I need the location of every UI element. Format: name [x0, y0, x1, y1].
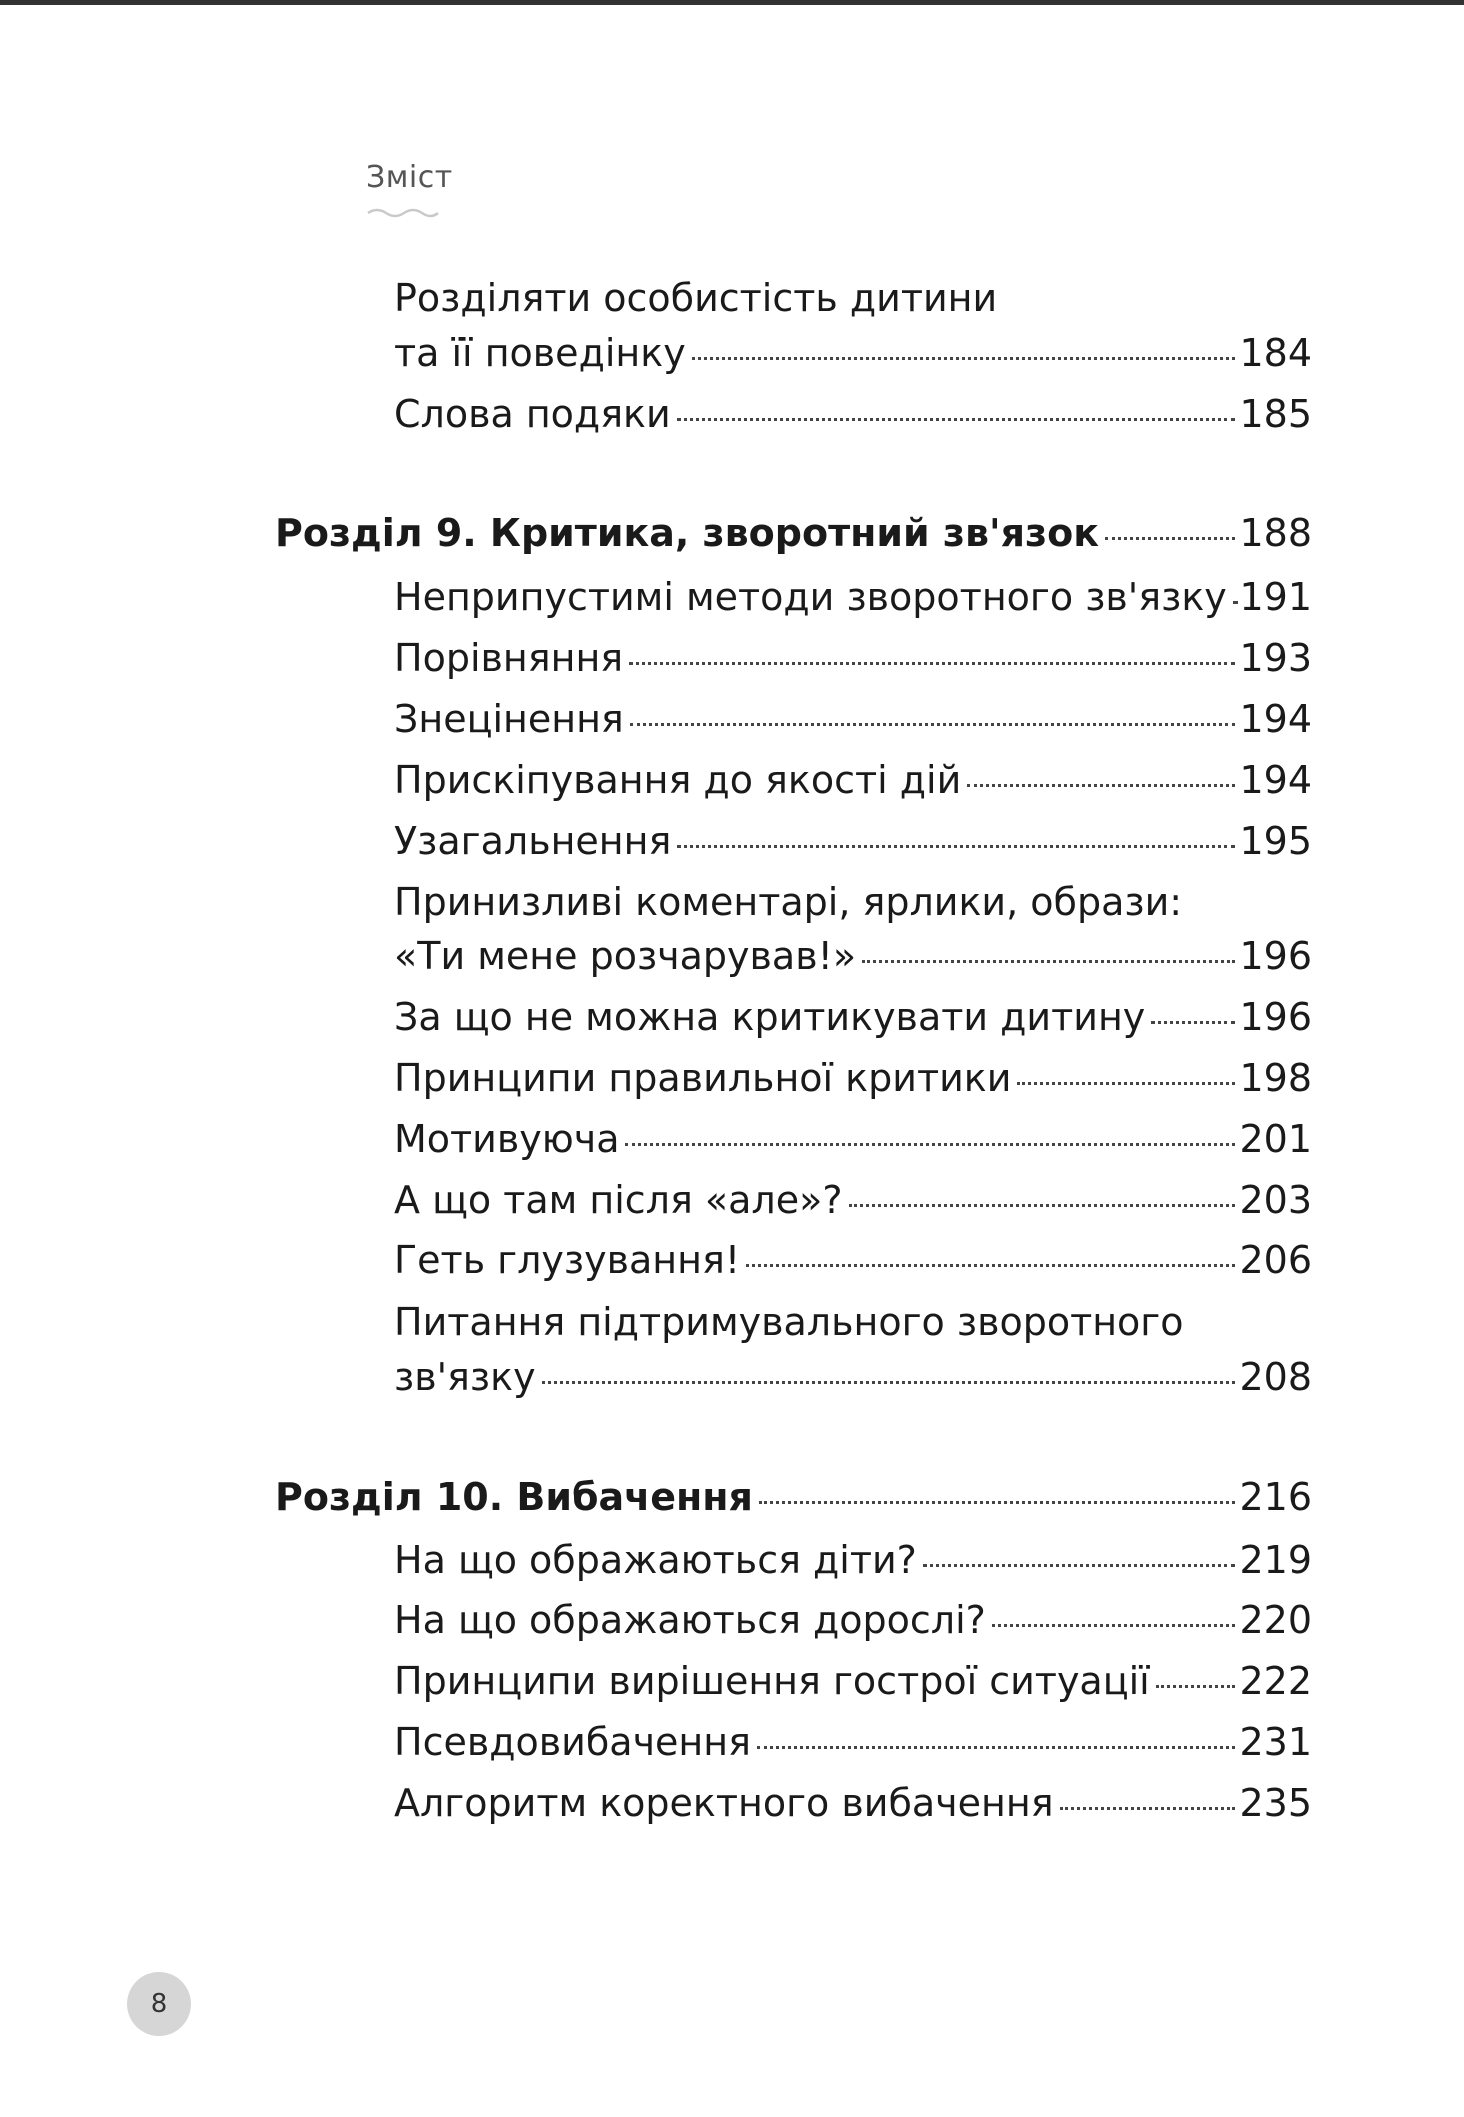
toc-entry[interactable]: [394, 1175, 1312, 1225]
toc-entry-title: Принципи вирішення гострої ситуації: [394, 1659, 1150, 1703]
toc-entry[interactable]: [394, 1717, 1312, 1767]
toc-entry-title: За що не можна критикувати дитину: [394, 995, 1146, 1039]
toc-entry[interactable]: [394, 1114, 1312, 1164]
toc-entry-page: 196: [1239, 995, 1312, 1039]
toc-entry[interactable]: [394, 992, 1312, 1042]
toc-chapter-9[interactable]: [275, 508, 1312, 558]
toc-entry-title: Знецінення: [394, 697, 624, 741]
dot-leader: [923, 1564, 1236, 1567]
dot-leader: [677, 418, 1236, 421]
top-border: [0, 0, 1464, 5]
toc-entry-title: Неприпустимі методи зворотного зв'язку: [394, 575, 1227, 619]
toc-entry-page: 198: [1239, 1056, 1312, 1100]
toc-entry-page: 194: [1239, 697, 1312, 741]
toc-entry-title: На що ображаються діти?: [394, 1538, 917, 1582]
toc-entry-page: 235: [1239, 1781, 1312, 1825]
toc-entry[interactable]: [394, 1053, 1312, 1103]
toc-entry-title: Псевдовибачення: [394, 1720, 751, 1764]
toc-entry-title: А що там після «але»?: [394, 1178, 843, 1222]
toc-entry-line1: Принизливі коментарі, ярлики, образи:: [394, 880, 1183, 924]
toc-entry-page: 203: [1239, 1178, 1312, 1222]
dot-leader: [862, 960, 1235, 963]
toc-entry-line1: Розділяти особистість дитини: [394, 276, 998, 320]
dot-leader: [757, 1746, 1236, 1749]
chapter-page: 216: [1239, 1475, 1312, 1519]
toc-entry-title: зв'язку: [394, 1355, 536, 1399]
toc-entry[interactable]: [394, 931, 1312, 981]
toc-entry[interactable]: [394, 1778, 1312, 1828]
dot-leader: [1105, 537, 1235, 540]
toc-entry-page: 195: [1239, 819, 1312, 863]
dot-leader: [1233, 601, 1236, 604]
toc-entry-page: 193: [1239, 636, 1312, 680]
dot-leader: [630, 723, 1236, 726]
toc-entry-page: 184: [1239, 331, 1312, 375]
toc-entry[interactable]: [394, 1595, 1312, 1645]
toc-entry[interactable]: [394, 633, 1312, 683]
toc-entry-title: Принципи правильної критики: [394, 1056, 1012, 1100]
toc-entry-page: 231: [1239, 1720, 1312, 1764]
chapter-title: Розділ 10. Вибачення: [275, 1475, 753, 1519]
dot-leader: [992, 1624, 1236, 1627]
squiggle-ornament: [366, 206, 440, 220]
toc-entry-title: Порівняння: [394, 636, 624, 680]
toc-entry-title: Прискіпування до якості дій: [394, 758, 962, 802]
toc-entry-title: та її поведінку: [394, 331, 686, 375]
toc-entry-page: 206: [1239, 1238, 1312, 1282]
toc-entry[interactable]: [394, 816, 1312, 866]
chapter-page: 188: [1239, 511, 1312, 555]
page-number: 8: [127, 1972, 191, 2036]
dot-leader: [542, 1381, 1236, 1384]
toc-entry-title: Алгоритм коректного вибачення: [394, 1781, 1054, 1825]
dot-leader: [1156, 1685, 1236, 1688]
dot-leader: [677, 845, 1235, 848]
dot-leader: [759, 1501, 1236, 1504]
toc-entry-title: Мотивуюча: [394, 1117, 620, 1161]
toc-entry[interactable]: [394, 1235, 1312, 1285]
dot-leader: [629, 662, 1235, 665]
toc-entry-page: 201: [1239, 1117, 1312, 1161]
toc-entry[interactable]: [394, 755, 1312, 805]
dot-leader: [967, 784, 1235, 787]
dot-leader: [849, 1204, 1236, 1207]
running-head: Зміст: [366, 160, 453, 195]
toc-entry-page: 196: [1239, 934, 1312, 978]
dot-leader: [1151, 1021, 1235, 1024]
dot-leader: [692, 357, 1236, 360]
toc-entry[interactable]: [394, 328, 1312, 378]
toc-entry-title: На що ображаються дорослі?: [394, 1598, 986, 1642]
toc-entry-page: 191: [1239, 575, 1312, 619]
toc-entry[interactable]: [394, 694, 1312, 744]
toc-entry[interactable]: [394, 1535, 1312, 1585]
toc-entry-page: 208: [1239, 1355, 1312, 1399]
toc-entry[interactable]: [394, 572, 1312, 622]
toc-entry-page: 222: [1239, 1659, 1312, 1703]
toc-entry-page: 219: [1239, 1538, 1312, 1582]
toc-entry-page: 185: [1239, 392, 1312, 436]
toc-entry-page: 220: [1239, 1598, 1312, 1642]
toc-chapter-10[interactable]: [275, 1472, 1312, 1522]
toc-entry-title: Слова подяки: [394, 392, 671, 436]
dot-leader: [1017, 1082, 1235, 1085]
toc-entry[interactable]: [394, 1352, 1312, 1402]
dot-leader: [746, 1264, 1235, 1267]
dot-leader: [1060, 1807, 1236, 1810]
toc-entry[interactable]: [394, 389, 1312, 439]
toc-entry-line1: Питання підтримувального зворотного: [394, 1300, 1184, 1344]
toc-entry-page: 194: [1239, 758, 1312, 802]
toc-entry-title: Геть глузування!: [394, 1238, 741, 1282]
toc-entry-title: «Ти мене розчарував!»: [394, 934, 857, 978]
toc-entry[interactable]: [394, 1656, 1312, 1706]
toc-entry-title: Узагальнення: [394, 819, 672, 863]
chapter-title: Розділ 9. Критика, зворотний зв'язок: [275, 511, 1099, 555]
dot-leader: [625, 1143, 1235, 1146]
